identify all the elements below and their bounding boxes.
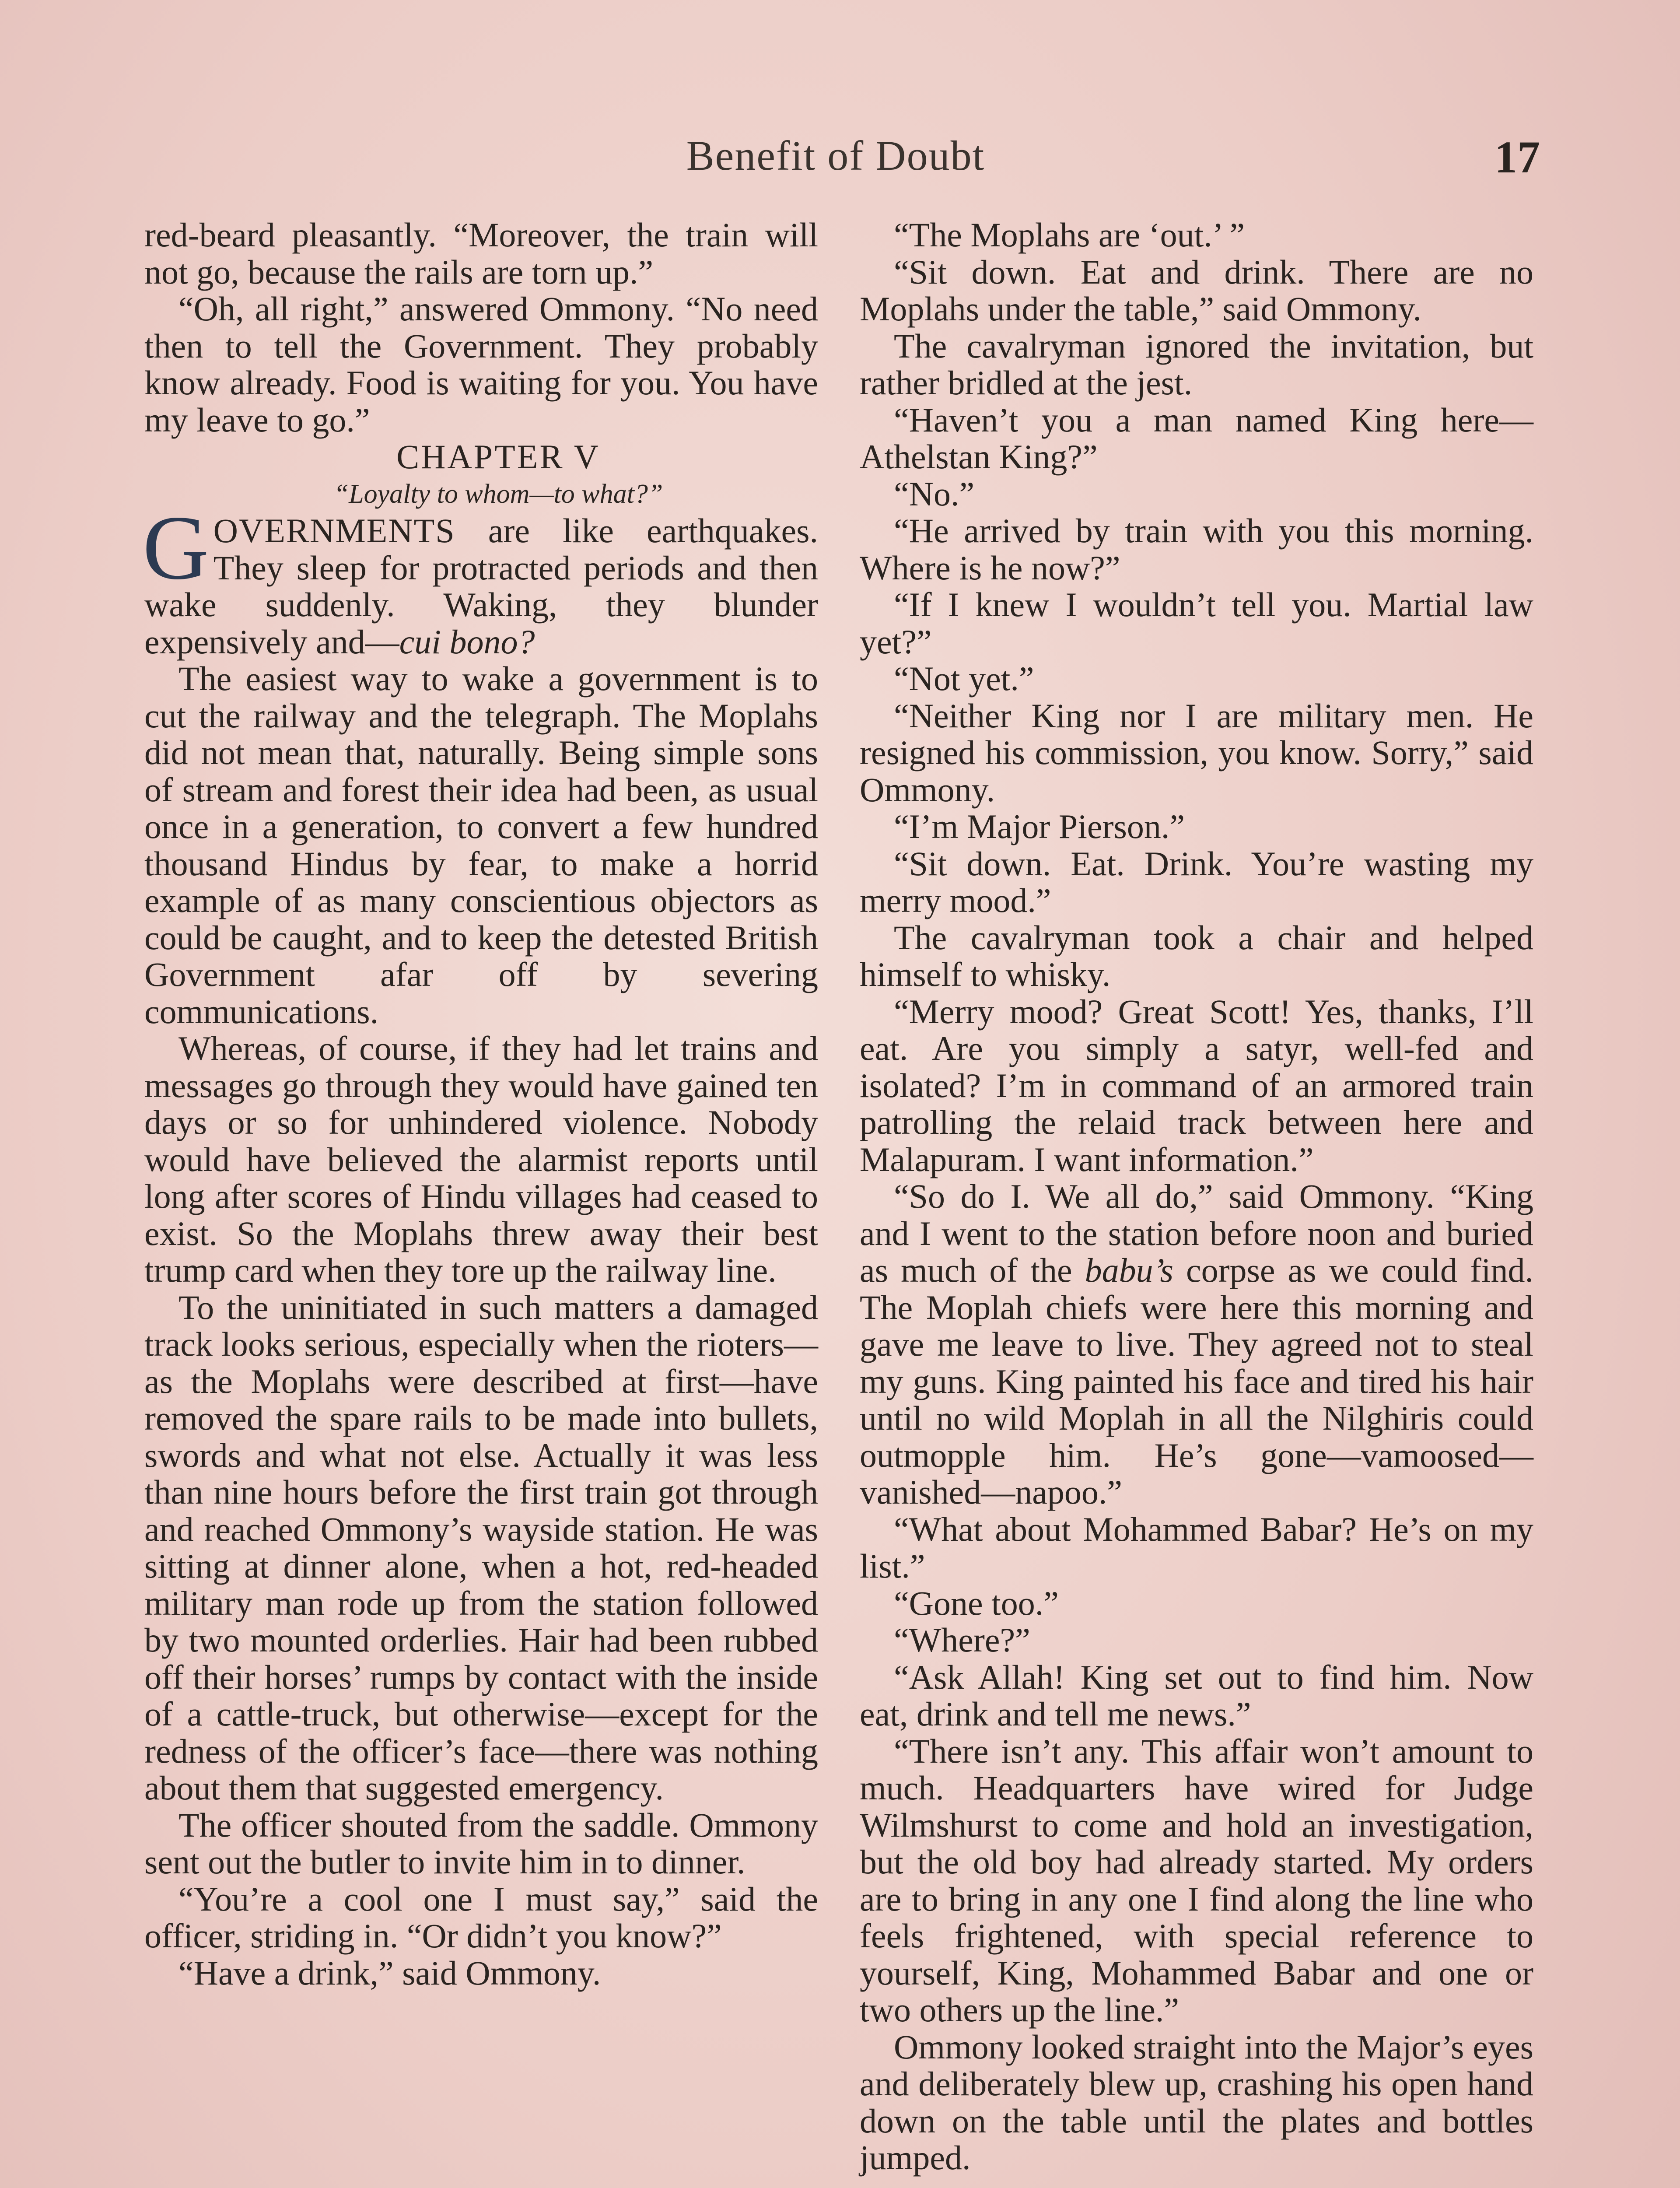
paragraph: The officer shouted from the saddle. Ommony sent out the butler to invite him in to dinner. (144, 1806, 818, 1881)
paragraph: The easiest way to wake a government is to cut the railway and the telegraph. The Moplahs did not mean that, naturally. Being simple sons of stream and forest their idea had been, as usual once in a generation, to convert a few hundred thousand Hindus by fear, to make a horrid example of as many conscientious objectors as could be caught, and to keep the detested British Government afar off by severing communications. (144, 659, 818, 1031)
paragraph: “Sit down. Eat. Drink. You’re wasting my merry mood.” (860, 844, 1533, 919)
chapter-heading: CHAPTER V (396, 438, 600, 476)
drop-cap: G (143, 497, 209, 599)
running-title: Benefit of Doubt (686, 132, 985, 179)
italic-word: babu’s (1085, 1251, 1173, 1289)
paragraph: The cavalryman ignored the invitation, but rather bridled at the jest. (860, 326, 1533, 402)
paragraph: “Neither King nor I are military men. He resigned his commission, you know. Sorry,” said Ommony. (860, 696, 1533, 809)
paragraph (860, 1178, 1533, 1511)
paragraph: “No.” (894, 474, 975, 513)
paragraph: “The Moplahs are ‘out.’ ” (894, 216, 1245, 254)
paragraph: “Oh, all right,” answered Ommony. “No need then to tell the Government. They probably know already. Food is waiting for you. You have my leave to go.” (144, 290, 818, 439)
running-head (0, 123, 1680, 193)
paragraph: “You’re a cool one I must say,” said the officer, striding in. “Or didn’t you know?” (144, 1879, 818, 1955)
paragraph: The cavalryman took a chair and helped himself to whisky. (860, 918, 1533, 993)
paragraph-text: are like earthquakes. They sleep for protracted periods and then wake suddenly. Waking, they blunder expensively and— (144, 512, 818, 661)
paragraph: “Not yet.” (894, 659, 1034, 698)
left-column (144, 217, 818, 1992)
paragraph: “I’m Major Pierson.” (894, 807, 1185, 845)
paragraph-text: “So do I. We all do,” said Ommony. “King and I went to the station before noon and buried as much of the (860, 1177, 1533, 1289)
paragraph: Ommony looked straight into the Major’s eyes and deliberately blew up, crashing his open hand down on the table until the plates and bottles jumped. (860, 2027, 1533, 2177)
paragraph-text: corpse as we could find. The Moplah chiefs were here this morning and gave me leave to live. They agreed not to steal my guns. King painted his face and tired his hair until no wild Moplah in all the Nilghiris could outmopple him. He’s gone—vamoosed—vanished—napoo.” (860, 1251, 1534, 1511)
paragraph: red-beard pleasantly. “Moreover, the train will not go, because the rails are torn up.” (144, 216, 818, 291)
opening-word: OVERNMENTS (213, 512, 455, 550)
paragraph: “There isn’t any. This affair won’t amount to much. Headquarters have wired for Judge Wilmshurst to come and hold an investigation, but the old boy had already started. My orders are to bring in any one I find along the line who feels frightened, with special reference to yourself, King, Mohammed Babar and one or two others up the line.” (860, 1732, 1533, 2029)
right-column (860, 217, 1533, 2177)
chapter-opening-paragraph (143, 497, 818, 661)
page-number: 17 (1494, 132, 1540, 182)
paragraph: “Ask Allah! King set out to find him. Now eat, drink and tell me news.” (860, 1658, 1533, 1733)
paragraph: To the uninitiated in such matters a damaged track looks serious, especially when the rioters—as the Moplahs were described at first—have removed the spare rails to be made into bullets, swords and what not else. Actually it was less than nine hours before the first train got through and reached Ommony’s wayside station. He was sitting at dinner alone, when a hot, red-headed military man rode up from the station followed by two mounted orderlies. Hair had been rubbed off their horses’ rumps by contact with the inside of a cattle-truck, but otherwise—except for the redness of the officer’s face—there was nothing about them that suggested emergency. (144, 1288, 818, 1807)
paragraph: “Where?” (894, 1621, 1030, 1659)
paragraph: “Gone too.” (894, 1584, 1059, 1622)
italic-phrase: cui bono? (399, 622, 535, 661)
chapter-epigraph: “Loyalty to whom—to what?” (333, 479, 663, 509)
paragraph: Whereas, of course, if they had let trains and messages go through they would have gained ten days or so for unhindered violence. Nobody would have believed the alarmist reports until long after scores of Hindu villages had ceased to exist. So the Moplahs threw away their best trump card when they tore up the railway line. (144, 1029, 818, 1289)
paragraph: “Have a drink,” said Ommony. (178, 1953, 601, 1992)
paragraph: “Haven’t you a man named King here—Athelstan King?” (860, 400, 1533, 476)
paragraph: “What about Mohammed Babar? He’s on my list.” (860, 1510, 1533, 1585)
paragraph: “He arrived by train with you this morning. Where is he now?” (860, 512, 1533, 587)
paragraph: “If I knew I wouldn’t tell you. Martial law yet?” (860, 586, 1533, 661)
paragraph: “Merry mood? Great Scott! Yes, thanks, I’ll eat. Are you simply a satyr, well-fed and isolated? I’m in command of an armored train patrolling the relaid track between here and Malapuram. I want information.” (860, 992, 1533, 1178)
paragraph: “Sit down. Eat and drink. There are no Moplahs under the table,” said Ommony. (860, 252, 1533, 328)
